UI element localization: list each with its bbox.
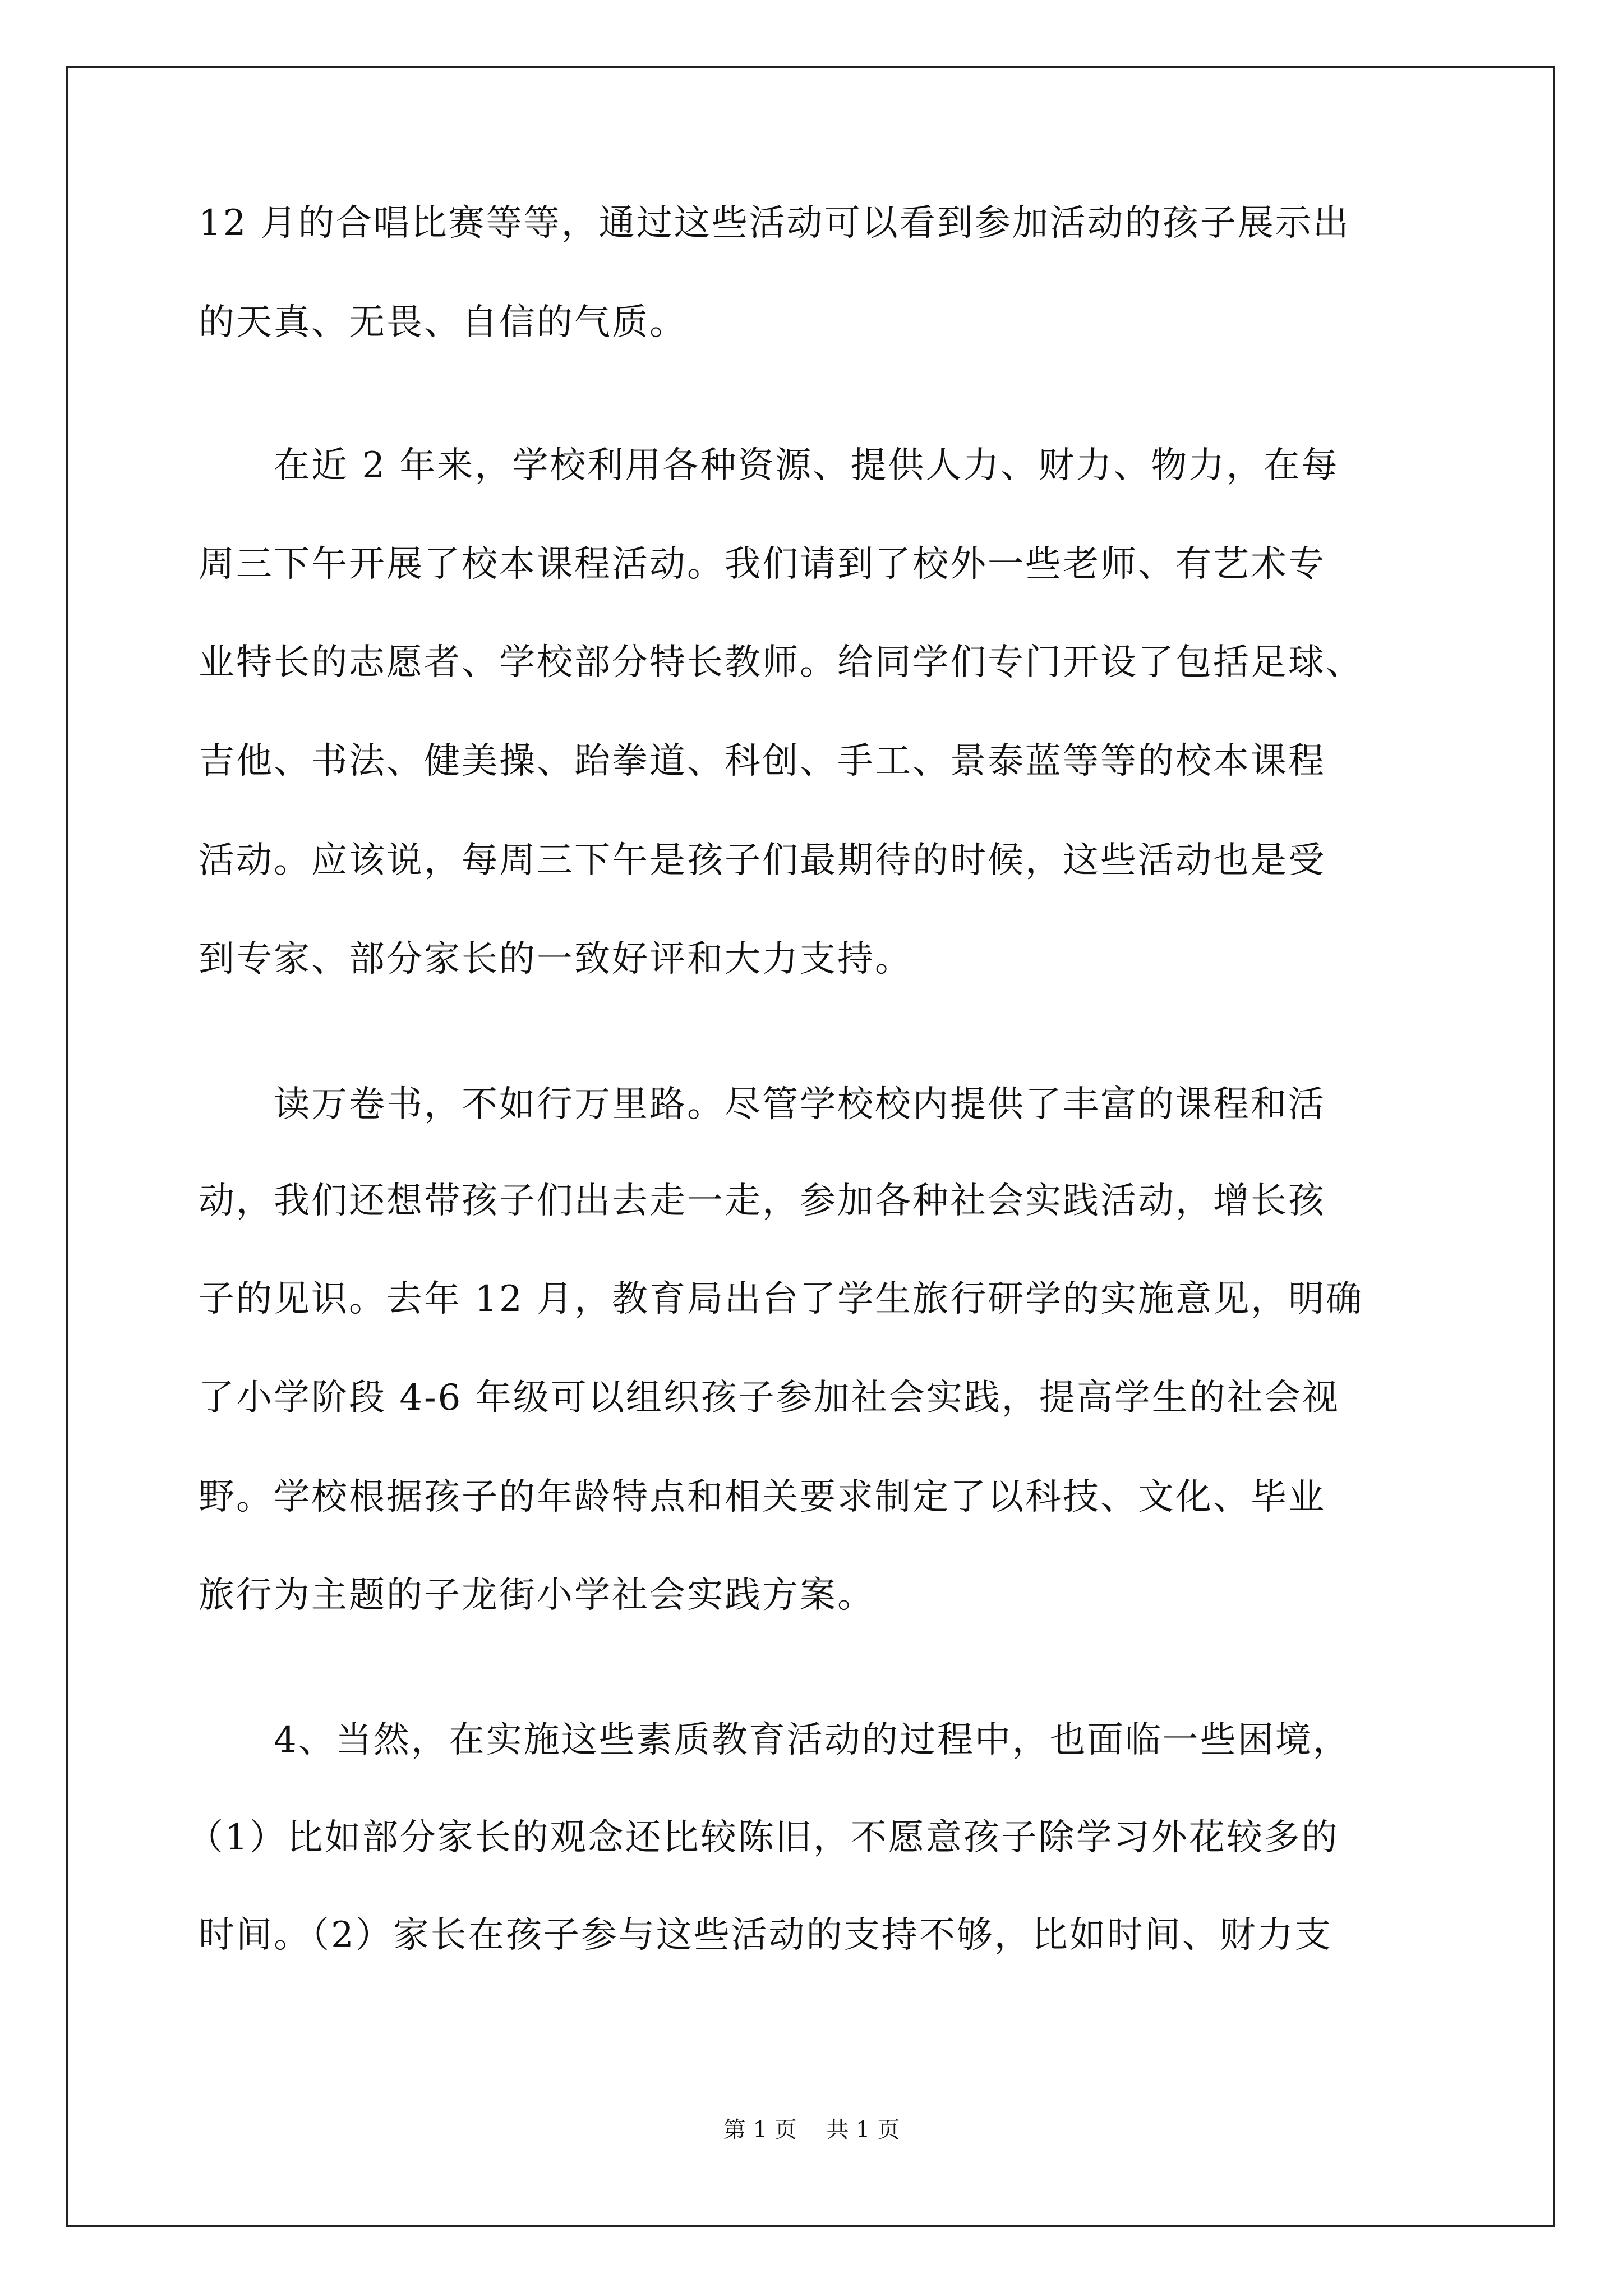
text-line: 了小学阶段 4-6 年级可以组织孩子参加社会实践，提高学生的社会视 <box>199 1377 1340 1419</box>
text-line: 在近 2 年来，学校利用各种资源、提供人力、财力、物力，在每 <box>199 445 1339 486</box>
text-line: 旅行为主题的子龙街小学社会实践方案。 <box>199 1575 875 1616</box>
page-border <box>66 66 1555 2227</box>
text-line: 活动。应该说，每周三下午是孩子们最期待的时候，这些活动也是受 <box>199 840 1326 881</box>
text-line: （1）比如部分家长的观念还比较陈旧，不愿意孩子除学习外花较多的 <box>187 1817 1339 1858</box>
text-line: 子的见识。去年 12 月，教育局出台了学生旅行研学的实施意见，明确 <box>199 1278 1364 1320</box>
text-line: 动，我们还想带孩子们出去走一走，参加各种社会实践活动，增长孩 <box>199 1180 1326 1222</box>
text-line: 业特长的志愿者、学校部分特长教师。给同学们专门开设了包括足球、 <box>199 642 1363 683</box>
text-line: 野。学校根据孩子的年龄特点和相关要求制定了以科技、文化、毕业 <box>199 1476 1326 1518</box>
page-footer: 第 1 页 共 1 页 <box>723 2117 900 2143</box>
text-line: 到专家、部分家长的一致好评和大力支持。 <box>199 938 912 980</box>
text-line: 4、当然，在实施这些素质教育活动的过程中，也面临一些困境， <box>199 1719 1350 1761</box>
text-line: 周三下午开展了校本课程活动。我们请到了校外一些老师、有艺术专 <box>199 544 1326 585</box>
text-line: 时间。（2）家长在孩子参与这些活动的支持不够，比如时间、财力支 <box>199 1915 1332 1956</box>
text-line: 吉他、书法、健美操、跆拳道、科创、手工、景泰蓝等等的校本课程 <box>199 740 1326 782</box>
text-line: 的天真、无畏、自信的气质。 <box>199 302 687 343</box>
text-line: 读万卷书，不如行万里路。尽管学校校内提供了丰富的课程和活 <box>199 1084 1326 1125</box>
text-line: 12 月的合唱比赛等等，通过这些活动可以看到参加活动的孩子展示出 <box>199 203 1350 244</box>
